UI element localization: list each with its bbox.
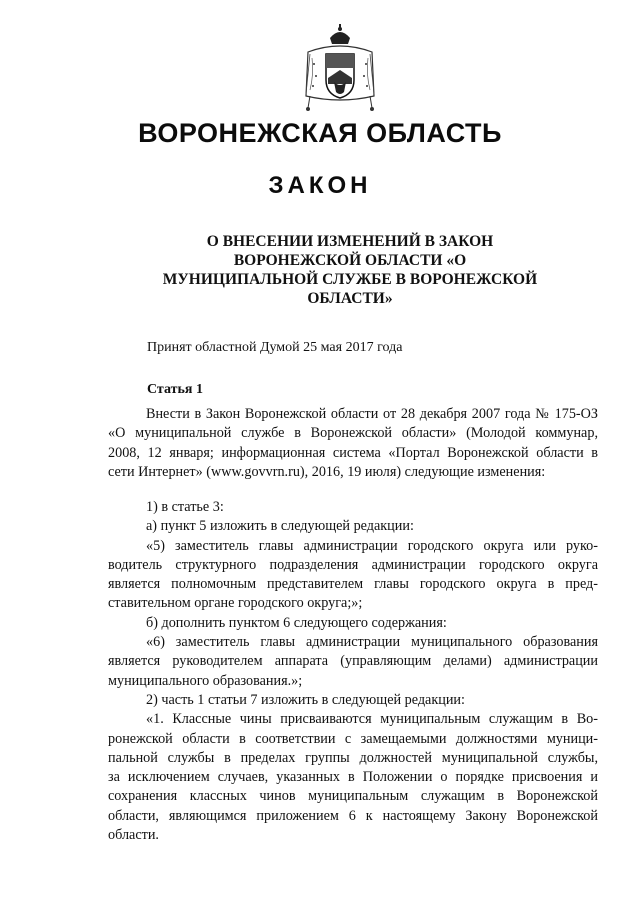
body-line: области. <box>108 827 159 844</box>
law-title <box>150 232 550 308</box>
document-type-heading: ЗАКОН <box>268 172 372 199</box>
body-line: муниципального образования.»; <box>108 672 303 689</box>
body-line: является руководителем аппарата (управляющим делами) администрации <box>108 653 598 670</box>
body-line: за исключением случаев, указанных в Положении о порядке присвоения и <box>108 769 598 786</box>
law-title-line: МУНИЦИПАЛЬНОЙ СЛУЖБЕ В ВОРОНЕЖСКОЙ <box>162 271 538 288</box>
body-line: 2) часть 1 статьи 7 изложить в следующей редакции: <box>146 691 465 708</box>
body-line: 1) в статье 3: <box>146 499 224 515</box>
body-line: ронежской области в соответствии с замещаемыми должностями муници- <box>108 730 598 747</box>
adoption-note: Принят областной Думой 25 мая 2017 года <box>147 340 403 355</box>
article-intro <box>108 405 598 482</box>
body-line: а) пункт 5 изложить в следующей редакции: <box>146 518 414 535</box>
region-heading: ВОРОНЕЖСКАЯ ОБЛАСТЬ <box>138 118 502 148</box>
intro-line: сети Интернет» (www.govvrn.ru), 2016, 19 июля) следующие изменения: <box>108 463 546 480</box>
body-line: «5) заместитель главы администрации городского округа или руко- <box>146 537 598 554</box>
article-heading: Статья 1 <box>147 382 203 397</box>
body-line: «1. Классные чины присваиваются муниципальным служащим в Во- <box>146 711 598 728</box>
body-line: «6) заместитель главы администрации муниципального образования <box>146 634 598 651</box>
law-title-line: О ВНЕСЕНИИ ИЗМЕНЕНИЙ В ЗАКОН <box>206 233 494 250</box>
intro-line: Внести в Закон Воронежской области от 28 декабря 2007 года № 175-ОЗ <box>146 406 598 422</box>
body-line: области, являющимся приложением 6 к настоящему Закону Воронежской <box>108 807 598 824</box>
article-body <box>108 498 598 845</box>
body-line: является полномочным представителем главы городского округа в пред- <box>108 576 598 593</box>
body-line: пальной службы в пределах группы должностей муниципальной службы, <box>108 749 598 766</box>
law-title-line: ВОРОНЕЖСКОЙ ОБЛАСТИ «О <box>233 252 467 269</box>
body-line: водитель структурного подразделения администрации городского округа <box>108 556 598 573</box>
intro-line: «О муниципальной службе в Воронежской области» (Молодой коммунар, <box>108 425 598 442</box>
intro-line: 2008, 12 января; информационная система «Портал Воронежской области в <box>108 444 598 461</box>
law-title-line: ОБЛАСТИ» <box>307 290 393 307</box>
voronezh-coat-of-arms-icon <box>300 24 380 112</box>
body-line: б) дополнить пунктом 6 следующего содержания: <box>146 614 447 631</box>
body-line: сохранения классных чинов муниципальным служащим в Воронежской <box>108 788 598 805</box>
body-line: ставительном органе городского округа;»; <box>108 595 363 612</box>
